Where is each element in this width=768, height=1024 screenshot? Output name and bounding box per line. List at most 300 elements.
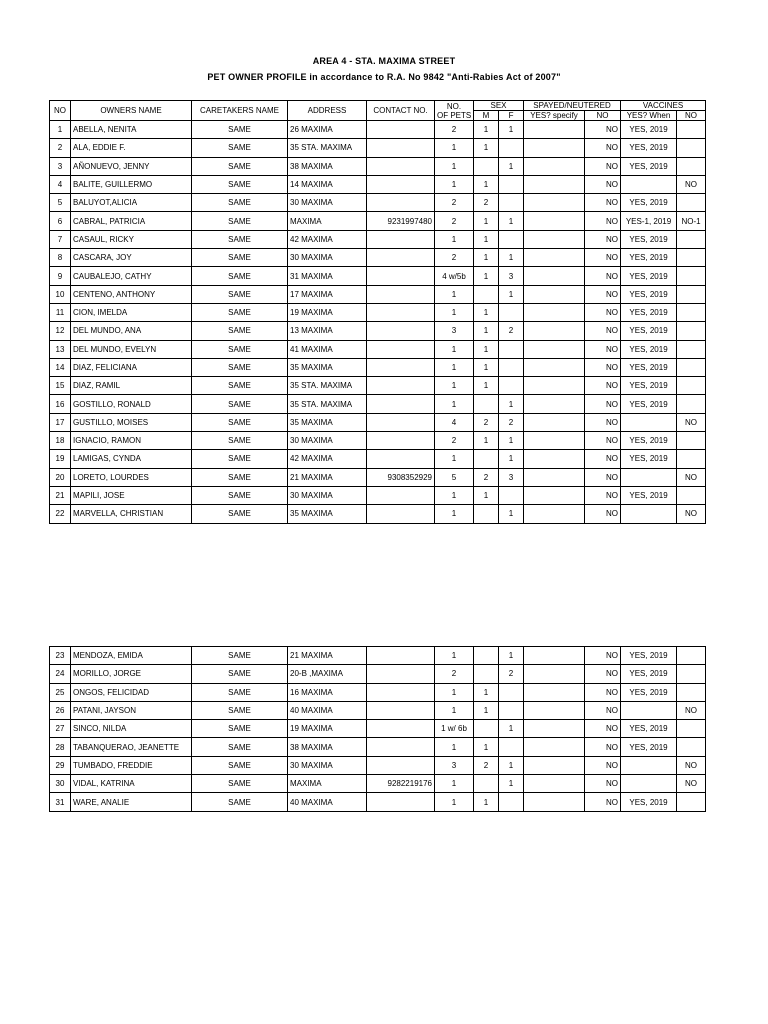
table-row xyxy=(50,267,706,285)
cell-sex-m: 1 xyxy=(474,175,499,193)
cell-vacc-no xyxy=(677,450,706,468)
cell-sex-m: 1 xyxy=(474,377,499,395)
cell-vacc-yes: YES, 2019 xyxy=(621,647,677,665)
cell-vacc-yes: YES, 2019 xyxy=(621,267,677,285)
cell-address: MAXIMA xyxy=(288,775,367,793)
cell-address: 16 MAXIMA xyxy=(288,683,367,701)
cell-sex-m: 1 xyxy=(474,701,499,719)
cell-sex-m: 1 xyxy=(474,432,499,450)
cell-vacc-no: NO xyxy=(677,701,706,719)
cell-vacc-no xyxy=(677,340,706,358)
document-subtitle: PET OWNER PROFILE in accordance to R.A. No 9842 "Anti-Rabies Act of 2007" xyxy=(207,72,561,82)
table-row xyxy=(50,303,706,321)
cell-spayed-no: NO xyxy=(585,157,621,175)
cell-no-of-pets: 1 xyxy=(435,175,474,193)
cell-caretaker: SAME xyxy=(192,738,288,756)
cell-no-of-pets: 5 xyxy=(435,468,474,486)
cell-address: 21 MAXIMA xyxy=(288,647,367,665)
cell-spayed-yes xyxy=(524,267,585,285)
cell-owner-name: DIAZ, FELICIANA xyxy=(71,358,192,376)
cell-sex-f: 2 xyxy=(499,413,524,431)
header-pets-line1: NO. xyxy=(446,101,462,111)
cell-no: 28 xyxy=(50,738,71,756)
cell-spayed-no: NO xyxy=(585,793,621,811)
header-spayed-no: NO xyxy=(585,111,621,121)
cell-address: 42 MAXIMA xyxy=(288,450,367,468)
cell-sex-f xyxy=(499,683,524,701)
cell-sex-f: 1 xyxy=(499,647,524,665)
cell-owner-name: DEL MUNDO, ANA xyxy=(71,322,192,340)
cell-vacc-yes: YES, 2019 xyxy=(621,121,677,139)
table-row xyxy=(50,358,706,376)
cell-vacc-yes: YES, 2019 xyxy=(621,285,677,303)
cell-spayed-yes xyxy=(524,249,585,267)
cell-spayed-no: NO xyxy=(585,505,621,523)
cell-address: 17 MAXIMA xyxy=(288,285,367,303)
cell-vacc-no xyxy=(677,486,706,504)
cell-spayed-yes xyxy=(524,647,585,665)
cell-caretaker: SAME xyxy=(192,139,288,157)
cell-spayed-yes xyxy=(524,756,585,774)
cell-spayed-no: NO xyxy=(585,450,621,468)
cell-sex-m: 1 xyxy=(474,139,499,157)
cell-address: 40 MAXIMA xyxy=(288,701,367,719)
cell-no-of-pets: 1 xyxy=(435,377,474,395)
cell-sex-f: 1 xyxy=(499,505,524,523)
table-row xyxy=(50,665,706,683)
header-vacc-no: NO xyxy=(677,111,706,121)
cell-spayed-yes xyxy=(524,665,585,683)
cell-no: 19 xyxy=(50,450,71,468)
cell-owner-name: DIAZ, RAMIL xyxy=(71,377,192,395)
cell-no-of-pets: 1 xyxy=(435,701,474,719)
cell-caretaker: SAME xyxy=(192,486,288,504)
cell-no: 5 xyxy=(50,194,71,212)
table-row xyxy=(50,738,706,756)
cell-address: 42 MAXIMA xyxy=(288,230,367,248)
cell-sex-f xyxy=(499,230,524,248)
cell-no-of-pets: 1 xyxy=(435,486,474,504)
cell-contact xyxy=(367,720,435,738)
cell-spayed-no: NO xyxy=(585,358,621,376)
cell-sex-f: 1 xyxy=(499,249,524,267)
cell-sex-m xyxy=(474,665,499,683)
cell-caretaker: SAME xyxy=(192,468,288,486)
cell-caretaker: SAME xyxy=(192,194,288,212)
cell-vacc-no xyxy=(677,738,706,756)
cell-spayed-yes xyxy=(524,139,585,157)
cell-owner-name: CAUBALEJO, CATHY xyxy=(71,267,192,285)
cell-sex-m: 1 xyxy=(474,303,499,321)
cell-vacc-no xyxy=(677,267,706,285)
cell-vacc-no xyxy=(677,121,706,139)
table-row xyxy=(50,175,706,193)
cell-sex-m: 2 xyxy=(474,468,499,486)
cell-sex-f xyxy=(499,738,524,756)
cell-contact xyxy=(367,738,435,756)
cell-no-of-pets: 1 xyxy=(435,775,474,793)
cell-vacc-no: NO xyxy=(677,505,706,523)
cell-address: 35 STA. MAXIMA xyxy=(288,139,367,157)
cell-contact xyxy=(367,157,435,175)
cell-address: 30 MAXIMA xyxy=(288,756,367,774)
cell-sex-m: 1 xyxy=(474,121,499,139)
cell-spayed-no: NO xyxy=(585,267,621,285)
cell-spayed-yes xyxy=(524,468,585,486)
cell-spayed-yes xyxy=(524,285,585,303)
cell-no: 16 xyxy=(50,395,71,413)
cell-address: 20-B ,MAXIMA xyxy=(288,665,367,683)
table-row xyxy=(50,775,706,793)
cell-vacc-no xyxy=(677,157,706,175)
cell-sex-f: 1 xyxy=(499,157,524,175)
cell-spayed-no: NO xyxy=(585,775,621,793)
cell-vacc-no xyxy=(677,793,706,811)
cell-no: 13 xyxy=(50,340,71,358)
cell-owner-name: DEL MUNDO, EVELYN xyxy=(71,340,192,358)
cell-sex-f: 2 xyxy=(499,322,524,340)
cell-vacc-no xyxy=(677,139,706,157)
cell-sex-f: 1 xyxy=(499,720,524,738)
cell-address: 30 MAXIMA xyxy=(288,194,367,212)
cell-spayed-yes xyxy=(524,340,585,358)
cell-caretaker: SAME xyxy=(192,756,288,774)
cell-vacc-yes xyxy=(621,468,677,486)
table-body-bottom xyxy=(50,647,706,812)
cell-no-of-pets: 2 xyxy=(435,432,474,450)
cell-sex-m: 1 xyxy=(474,340,499,358)
cell-vacc-yes: YES-1, 2019 xyxy=(621,212,677,230)
header-vaccines: VACCINES xyxy=(621,101,706,111)
cell-vacc-no xyxy=(677,377,706,395)
cell-spayed-no: NO xyxy=(585,249,621,267)
cell-owner-name: MARVELLA, CHRISTIAN xyxy=(71,505,192,523)
cell-owner-name: BALUYOT,ALICIA xyxy=(71,194,192,212)
cell-no-of-pets: 2 xyxy=(435,665,474,683)
cell-no-of-pets: 3 xyxy=(435,756,474,774)
cell-sex-m: 1 xyxy=(474,322,499,340)
cell-spayed-no: NO xyxy=(585,340,621,358)
cell-contact: 9282219176 xyxy=(367,775,435,793)
cell-sex-f: 1 xyxy=(499,432,524,450)
table-row xyxy=(50,647,706,665)
cell-vacc-no xyxy=(677,432,706,450)
cell-no-of-pets: 1 xyxy=(435,647,474,665)
cell-vacc-yes: YES, 2019 xyxy=(621,450,677,468)
cell-sex-f: 3 xyxy=(499,267,524,285)
cell-sex-m xyxy=(474,157,499,175)
cell-spayed-yes xyxy=(524,395,585,413)
cell-contact xyxy=(367,267,435,285)
cell-sex-f xyxy=(499,701,524,719)
cell-no: 8 xyxy=(50,249,71,267)
cell-contact xyxy=(367,756,435,774)
cell-caretaker: SAME xyxy=(192,647,288,665)
cell-spayed-yes xyxy=(524,701,585,719)
cell-caretaker: SAME xyxy=(192,175,288,193)
cell-owner-name: AÑONUEVO, JENNY xyxy=(71,157,192,175)
cell-contact xyxy=(367,285,435,303)
cell-spayed-yes xyxy=(524,432,585,450)
cell-address: 13 MAXIMA xyxy=(288,322,367,340)
cell-address: 30 MAXIMA xyxy=(288,486,367,504)
cell-no: 31 xyxy=(50,793,71,811)
cell-spayed-yes xyxy=(524,121,585,139)
cell-no: 11 xyxy=(50,303,71,321)
cell-no: 21 xyxy=(50,486,71,504)
cell-contact xyxy=(367,665,435,683)
cell-owner-name: PATANI, JAYSON xyxy=(71,701,192,719)
cell-address: 35 STA. MAXIMA xyxy=(288,377,367,395)
cell-caretaker: SAME xyxy=(192,720,288,738)
cell-sex-m xyxy=(474,647,499,665)
cell-sex-f: 1 xyxy=(499,450,524,468)
cell-caretaker: SAME xyxy=(192,285,288,303)
cell-address: 41 MAXIMA xyxy=(288,340,367,358)
cell-vacc-yes xyxy=(621,413,677,431)
cell-no-of-pets: 3 xyxy=(435,322,474,340)
cell-spayed-yes xyxy=(524,230,585,248)
cell-no-of-pets: 1 w/ 6b xyxy=(435,720,474,738)
cell-no-of-pets: 1 xyxy=(435,450,474,468)
cell-sex-f: 1 xyxy=(499,212,524,230)
cell-no: 23 xyxy=(50,647,71,665)
cell-vacc-no xyxy=(677,194,706,212)
cell-spayed-yes xyxy=(524,738,585,756)
cell-vacc-yes: YES, 2019 xyxy=(621,683,677,701)
cell-vacc-yes: YES, 2019 xyxy=(621,340,677,358)
cell-no-of-pets: 1 xyxy=(435,683,474,701)
table-row xyxy=(50,121,706,139)
cell-vacc-yes: YES, 2019 xyxy=(621,230,677,248)
cell-vacc-no xyxy=(677,358,706,376)
cell-no-of-pets: 1 xyxy=(435,139,474,157)
cell-contact xyxy=(367,683,435,701)
cell-caretaker: SAME xyxy=(192,701,288,719)
cell-spayed-no: NO xyxy=(585,139,621,157)
cell-no: 18 xyxy=(50,432,71,450)
cell-spayed-no: NO xyxy=(585,468,621,486)
header-address: ADDRESS xyxy=(288,101,367,121)
cell-vacc-yes xyxy=(621,701,677,719)
cell-spayed-yes xyxy=(524,486,585,504)
cell-sex-f: 1 xyxy=(499,756,524,774)
cell-spayed-no: NO xyxy=(585,303,621,321)
cell-sex-m: 1 xyxy=(474,249,499,267)
cell-caretaker: SAME xyxy=(192,340,288,358)
cell-no: 25 xyxy=(50,683,71,701)
cell-spayed-no: NO xyxy=(585,665,621,683)
cell-contact xyxy=(367,230,435,248)
cell-owner-name: CASCARA, JOY xyxy=(71,249,192,267)
cell-address: MAXIMA xyxy=(288,212,367,230)
cell-sex-m xyxy=(474,285,499,303)
cell-no: 9 xyxy=(50,267,71,285)
cell-address: 35 MAXIMA xyxy=(288,358,367,376)
cell-caretaker: SAME xyxy=(192,395,288,413)
cell-caretaker: SAME xyxy=(192,358,288,376)
cell-caretaker: SAME xyxy=(192,230,288,248)
cell-no: 2 xyxy=(50,139,71,157)
header-no-of-pets xyxy=(435,101,474,121)
header-caretaker-name: CARETAKERS NAME xyxy=(192,101,288,121)
cell-contact: 9231997480 xyxy=(367,212,435,230)
cell-spayed-yes xyxy=(524,175,585,193)
cell-spayed-no: NO xyxy=(585,121,621,139)
cell-vacc-yes: YES, 2019 xyxy=(621,793,677,811)
cell-no-of-pets: 2 xyxy=(435,212,474,230)
cell-caretaker: SAME xyxy=(192,249,288,267)
cell-owner-name: CABRAL, PATRICIA xyxy=(71,212,192,230)
cell-no-of-pets: 1 xyxy=(435,340,474,358)
cell-vacc-yes: YES, 2019 xyxy=(621,738,677,756)
cell-vacc-no: NO-1 xyxy=(677,212,706,230)
cell-address: 21 MAXIMA xyxy=(288,468,367,486)
table-row xyxy=(50,720,706,738)
cell-address: 35 MAXIMA xyxy=(288,505,367,523)
cell-sex-m xyxy=(474,720,499,738)
cell-spayed-yes xyxy=(524,505,585,523)
cell-spayed-no: NO xyxy=(585,486,621,504)
table-row xyxy=(50,701,706,719)
cell-vacc-no: NO xyxy=(677,175,706,193)
cell-sex-m: 1 xyxy=(474,358,499,376)
cell-sex-m: 1 xyxy=(474,793,499,811)
cell-spayed-yes xyxy=(524,322,585,340)
cell-owner-name: SINCO, NILDA xyxy=(71,720,192,738)
cell-owner-name: IGNACIO, RAMON xyxy=(71,432,192,450)
cell-vacc-no xyxy=(677,720,706,738)
cell-spayed-no: NO xyxy=(585,647,621,665)
cell-spayed-no: NO xyxy=(585,720,621,738)
cell-no: 12 xyxy=(50,322,71,340)
cell-sex-m xyxy=(474,450,499,468)
cell-contact xyxy=(367,358,435,376)
table-row xyxy=(50,450,706,468)
cell-vacc-no xyxy=(677,249,706,267)
cell-sex-m xyxy=(474,395,499,413)
cell-spayed-no: NO xyxy=(585,395,621,413)
table-row xyxy=(50,285,706,303)
cell-sex-f: 1 xyxy=(499,775,524,793)
cell-vacc-no xyxy=(677,683,706,701)
header-sex: SEX xyxy=(474,101,524,111)
cell-no: 7 xyxy=(50,230,71,248)
cell-caretaker: SAME xyxy=(192,683,288,701)
cell-spayed-no: NO xyxy=(585,212,621,230)
cell-spayed-yes xyxy=(524,720,585,738)
table-row xyxy=(50,322,706,340)
cell-sex-m: 2 xyxy=(474,413,499,431)
cell-spayed-no: NO xyxy=(585,701,621,719)
cell-caretaker: SAME xyxy=(192,775,288,793)
cell-caretaker: SAME xyxy=(192,303,288,321)
cell-spayed-no: NO xyxy=(585,230,621,248)
table-row xyxy=(50,139,706,157)
cell-vacc-yes xyxy=(621,756,677,774)
cell-no-of-pets: 1 xyxy=(435,230,474,248)
cell-contact xyxy=(367,486,435,504)
pet-owner-table-top xyxy=(49,100,706,524)
cell-vacc-yes xyxy=(621,505,677,523)
cell-sex-m xyxy=(474,505,499,523)
cell-sex-m: 2 xyxy=(474,194,499,212)
cell-vacc-yes: YES, 2019 xyxy=(621,249,677,267)
cell-sex-m xyxy=(474,775,499,793)
cell-spayed-no: NO xyxy=(585,738,621,756)
cell-no-of-pets: 2 xyxy=(435,249,474,267)
cell-contact: 9308352929 xyxy=(367,468,435,486)
cell-sex-f: 3 xyxy=(499,468,524,486)
table-row xyxy=(50,756,706,774)
cell-spayed-no: NO xyxy=(585,432,621,450)
cell-owner-name: ALA, EDDIE F. xyxy=(71,139,192,157)
cell-contact xyxy=(367,303,435,321)
cell-vacc-yes: YES, 2019 xyxy=(621,486,677,504)
cell-spayed-yes xyxy=(524,683,585,701)
cell-spayed-yes xyxy=(524,377,585,395)
cell-spayed-no: NO xyxy=(585,683,621,701)
cell-vacc-no: NO xyxy=(677,775,706,793)
table-row xyxy=(50,432,706,450)
cell-no-of-pets: 1 xyxy=(435,285,474,303)
cell-sex-m: 1 xyxy=(474,212,499,230)
cell-vacc-no xyxy=(677,322,706,340)
cell-contact xyxy=(367,322,435,340)
cell-no: 3 xyxy=(50,157,71,175)
cell-vacc-yes: YES, 2019 xyxy=(621,720,677,738)
cell-vacc-yes: YES, 2019 xyxy=(621,377,677,395)
cell-sex-f xyxy=(499,358,524,376)
cell-no-of-pets: 1 xyxy=(435,505,474,523)
cell-vacc-no xyxy=(677,395,706,413)
cell-caretaker: SAME xyxy=(192,450,288,468)
cell-no: 6 xyxy=(50,212,71,230)
table-row xyxy=(50,395,706,413)
cell-vacc-no xyxy=(677,647,706,665)
cell-sex-f xyxy=(499,340,524,358)
cell-no-of-pets: 1 xyxy=(435,303,474,321)
cell-sex-m: 1 xyxy=(474,486,499,504)
cell-spayed-no: NO xyxy=(585,413,621,431)
cell-no-of-pets: 1 xyxy=(435,395,474,413)
cell-vacc-yes: YES, 2019 xyxy=(621,194,677,212)
cell-contact xyxy=(367,793,435,811)
cell-caretaker: SAME xyxy=(192,413,288,431)
cell-vacc-yes: YES, 2019 xyxy=(621,432,677,450)
cell-address: 19 MAXIMA xyxy=(288,720,367,738)
cell-address: 14 MAXIMA xyxy=(288,175,367,193)
cell-vacc-yes xyxy=(621,775,677,793)
header-sex-f: F xyxy=(499,111,524,121)
cell-address: 35 MAXIMA xyxy=(288,413,367,431)
cell-vacc-no: NO xyxy=(677,468,706,486)
cell-sex-m: 1 xyxy=(474,267,499,285)
table-row xyxy=(50,212,706,230)
cell-caretaker: SAME xyxy=(192,212,288,230)
cell-contact xyxy=(367,432,435,450)
cell-owner-name: LORETO, LOURDES xyxy=(71,468,192,486)
cell-no: 15 xyxy=(50,377,71,395)
cell-no: 24 xyxy=(50,665,71,683)
table-row xyxy=(50,413,706,431)
cell-sex-f xyxy=(499,194,524,212)
document-title: AREA 4 - STA. MAXIMA STREET xyxy=(312,56,456,66)
cell-no: 10 xyxy=(50,285,71,303)
cell-vacc-no xyxy=(677,665,706,683)
cell-sex-m: 1 xyxy=(474,230,499,248)
table-row xyxy=(50,683,706,701)
